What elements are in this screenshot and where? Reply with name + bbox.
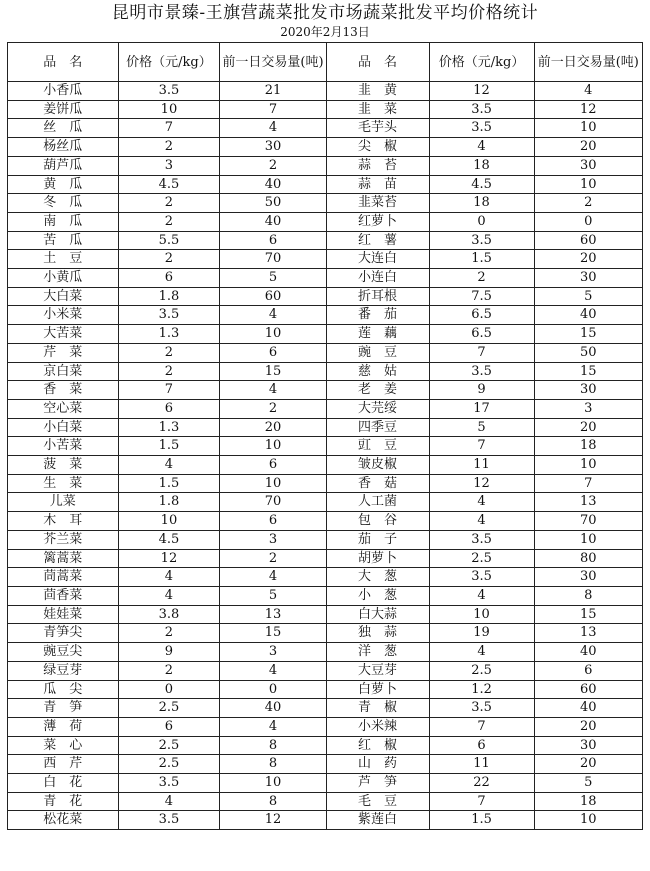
left-vegetable-name-cell: 青 笋 (8, 699, 119, 718)
left-price-cell: 0 (118, 680, 220, 699)
right-price-cell: 3.5 (429, 568, 534, 587)
left-vegetable-name-cell: 空心菜 (8, 399, 119, 418)
left-price-cell: 2 (118, 194, 220, 213)
right-price-cell: 3.5 (429, 100, 534, 119)
left-volume-cell: 13 (220, 605, 326, 624)
left-price-cell: 3.5 (118, 82, 220, 101)
left-price-cell: 1.3 (118, 325, 220, 344)
right-vegetable-name-cell: 芦 笋 (326, 774, 429, 793)
left-vegetable-name-cell: 瓜 尖 (8, 680, 119, 699)
right-volume-cell: 3 (534, 399, 642, 418)
left-vegetable-name-cell: 芥兰菜 (8, 530, 119, 549)
right-price-cell: 9 (429, 381, 534, 400)
left-volume-cell: 2 (220, 549, 326, 568)
left-vegetable-name-cell: 香 菜 (8, 381, 119, 400)
right-volume-cell: 15 (534, 605, 642, 624)
right-price-cell: 5 (429, 418, 534, 437)
table-row (8, 792, 643, 811)
left-price-cell: 3 (118, 156, 220, 175)
table-row (8, 399, 643, 418)
right-volume-cell: 60 (534, 680, 642, 699)
left-price-cell: 1.5 (118, 474, 220, 493)
left-price-cell: 2 (118, 343, 220, 362)
table-row (8, 811, 643, 830)
left-vegetable-name-cell: 丝 瓜 (8, 119, 119, 138)
left-vegetable-name-cell: 京白菜 (8, 362, 119, 381)
left-vegetable-name-cell: 绿豆芽 (8, 661, 119, 680)
right-vegetable-name-cell: 白大蒜 (326, 605, 429, 624)
left-vegetable-name-cell: 黄 瓜 (8, 175, 119, 194)
right-vegetable-name-cell: 紫莲白 (326, 811, 429, 830)
right-price-cell: 3.5 (429, 530, 534, 549)
right-volume-cell: 15 (534, 362, 642, 381)
left-volume-cell: 4 (220, 381, 326, 400)
left-price-cell: 5.5 (118, 231, 220, 250)
right-vegetable-name-cell: 白萝卜 (326, 680, 429, 699)
table-row (8, 343, 643, 362)
left-vegetable-name-cell: 菜 心 (8, 736, 119, 755)
right-volume-cell: 20 (534, 755, 642, 774)
left-vegetable-name-cell: 大苦菜 (8, 325, 119, 344)
left-volume-cell: 40 (220, 699, 326, 718)
left-volume-cell: 10 (220, 325, 326, 344)
left-vegetable-name-cell: 小香瓜 (8, 82, 119, 101)
right-price-cell: 12 (429, 82, 534, 101)
left-vegetable-name-cell: 冬 瓜 (8, 194, 119, 213)
right-vegetable-name-cell: 胡萝卜 (326, 549, 429, 568)
right-price-cell: 18 (429, 194, 534, 213)
table-row (8, 119, 643, 138)
left-price-cell: 1.3 (118, 418, 220, 437)
left-volume-cell: 3 (220, 530, 326, 549)
left-volume-cell: 8 (220, 792, 326, 811)
right-vegetable-name-cell: 大 葱 (326, 568, 429, 587)
right-volume-cell: 18 (534, 437, 642, 456)
table-row (8, 269, 643, 288)
right-vegetable-name-cell: 红 薯 (326, 231, 429, 250)
left-price-cell: 2 (118, 362, 220, 381)
right-price-cell: 3.5 (429, 362, 534, 381)
left-volume-cell: 70 (220, 493, 326, 512)
right-price-cell: 7 (429, 343, 534, 362)
right-vegetable-name-cell: 韭 菜 (326, 100, 429, 119)
left-volume-cell: 10 (220, 437, 326, 456)
table-row (8, 474, 643, 493)
right-vegetable-name-cell: 毛 豆 (326, 792, 429, 811)
header-name-left: 品 名 (8, 43, 119, 82)
table-row (8, 717, 643, 736)
right-vegetable-name-cell: 四季豆 (326, 418, 429, 437)
right-price-cell: 4 (429, 643, 534, 662)
left-vegetable-name-cell: 娃娃菜 (8, 605, 119, 624)
left-price-cell: 2 (118, 250, 220, 269)
right-vegetable-name-cell: 慈 姑 (326, 362, 429, 381)
header-volume-right: 前一日交易量(吨) (534, 43, 642, 82)
right-price-cell: 4 (429, 493, 534, 512)
right-vegetable-name-cell: 独 蒜 (326, 624, 429, 643)
right-vegetable-name-cell: 大芫绥 (326, 399, 429, 418)
left-volume-cell: 15 (220, 624, 326, 643)
left-volume-cell: 20 (220, 418, 326, 437)
right-vegetable-name-cell: 折耳根 (326, 287, 429, 306)
header-price-left: 价格（元/kg） (118, 43, 220, 82)
left-vegetable-name-cell: 小黄瓜 (8, 269, 119, 288)
right-vegetable-name-cell: 洋 葱 (326, 643, 429, 662)
left-price-cell: 10 (118, 100, 220, 119)
left-vegetable-name-cell: 菠 菜 (8, 456, 119, 475)
right-vegetable-name-cell: 香 菇 (326, 474, 429, 493)
right-volume-cell: 30 (534, 269, 642, 288)
right-volume-cell: 5 (534, 287, 642, 306)
right-volume-cell: 10 (534, 811, 642, 830)
right-vegetable-name-cell: 莲 藕 (326, 325, 429, 344)
right-price-cell: 6 (429, 736, 534, 755)
right-vegetable-name-cell: 老 姜 (326, 381, 429, 400)
left-volume-cell: 6 (220, 512, 326, 531)
left-vegetable-name-cell: 大白菜 (8, 287, 119, 306)
left-price-cell: 6 (118, 717, 220, 736)
right-price-cell: 12 (429, 474, 534, 493)
right-price-cell: 19 (429, 624, 534, 643)
table-row (8, 437, 643, 456)
right-volume-cell: 12 (534, 100, 642, 119)
table-header-row (8, 43, 643, 82)
left-price-cell: 4 (118, 456, 220, 475)
left-vegetable-name-cell: 小苦菜 (8, 437, 119, 456)
left-price-cell: 3.8 (118, 605, 220, 624)
right-price-cell: 7.5 (429, 287, 534, 306)
right-vegetable-name-cell: 小连白 (326, 269, 429, 288)
left-vegetable-name-cell: 芹 菜 (8, 343, 119, 362)
right-volume-cell: 40 (534, 643, 642, 662)
left-volume-cell: 6 (220, 231, 326, 250)
table-row (8, 456, 643, 475)
left-volume-cell: 50 (220, 194, 326, 213)
table-row (8, 362, 643, 381)
right-volume-cell: 10 (534, 175, 642, 194)
right-price-cell: 7 (429, 717, 534, 736)
right-price-cell: 2.5 (429, 549, 534, 568)
left-volume-cell: 2 (220, 399, 326, 418)
right-volume-cell: 30 (534, 156, 642, 175)
right-volume-cell: 10 (534, 456, 642, 475)
left-volume-cell: 5 (220, 269, 326, 288)
right-price-cell: 7 (429, 792, 534, 811)
right-vegetable-name-cell: 红萝卜 (326, 212, 429, 231)
left-vegetable-name-cell: 杨丝瓜 (8, 138, 119, 157)
right-price-cell: 2 (429, 269, 534, 288)
right-volume-cell: 18 (534, 792, 642, 811)
right-vegetable-name-cell: 小米辣 (326, 717, 429, 736)
right-vegetable-name-cell: 番 茄 (326, 306, 429, 325)
table-row (8, 661, 643, 680)
left-volume-cell: 2 (220, 156, 326, 175)
right-price-cell: 18 (429, 156, 534, 175)
table-row (8, 156, 643, 175)
left-volume-cell: 15 (220, 362, 326, 381)
right-volume-cell: 5 (534, 774, 642, 793)
right-price-cell: 4 (429, 512, 534, 531)
header-volume-left: 前一日交易量(吨) (220, 43, 326, 82)
right-vegetable-name-cell: 红 椒 (326, 736, 429, 755)
table-row (8, 549, 643, 568)
left-vegetable-name-cell: 木 耳 (8, 512, 119, 531)
left-volume-cell: 70 (220, 250, 326, 269)
left-price-cell: 9 (118, 643, 220, 662)
right-volume-cell: 30 (534, 568, 642, 587)
right-volume-cell: 6 (534, 661, 642, 680)
right-price-cell: 3.5 (429, 119, 534, 138)
left-price-cell: 7 (118, 381, 220, 400)
left-price-cell: 6 (118, 269, 220, 288)
left-price-cell: 10 (118, 512, 220, 531)
report-date: 2020年2月13日 (280, 25, 370, 39)
right-volume-cell: 80 (534, 549, 642, 568)
left-vegetable-name-cell: 青笋尖 (8, 624, 119, 643)
right-vegetable-name-cell: 蒜 苔 (326, 156, 429, 175)
left-vegetable-name-cell: 薄 荷 (8, 717, 119, 736)
right-vegetable-name-cell: 包 谷 (326, 512, 429, 531)
table-row (8, 194, 643, 213)
table-row (8, 586, 643, 605)
header-price-right: 价格（元/kg） (429, 43, 534, 82)
right-volume-cell: 13 (534, 493, 642, 512)
left-vegetable-name-cell: 苦 瓜 (8, 231, 119, 250)
right-vegetable-name-cell: 茄 子 (326, 530, 429, 549)
right-volume-cell: 20 (534, 717, 642, 736)
table-row (8, 699, 643, 718)
left-volume-cell: 4 (220, 119, 326, 138)
right-volume-cell: 13 (534, 624, 642, 643)
left-vegetable-name-cell: 茴香菜 (8, 586, 119, 605)
left-price-cell: 4 (118, 568, 220, 587)
left-volume-cell: 5 (220, 586, 326, 605)
left-vegetable-name-cell: 土 豆 (8, 250, 119, 269)
left-volume-cell: 4 (220, 717, 326, 736)
left-volume-cell: 10 (220, 474, 326, 493)
right-vegetable-name-cell: 韭菜苔 (326, 194, 429, 213)
right-volume-cell: 7 (534, 474, 642, 493)
right-volume-cell: 20 (534, 250, 642, 269)
right-volume-cell: 0 (534, 212, 642, 231)
left-volume-cell: 6 (220, 343, 326, 362)
left-price-cell: 3.5 (118, 774, 220, 793)
right-volume-cell: 50 (534, 343, 642, 362)
right-vegetable-name-cell: 皱皮椒 (326, 456, 429, 475)
table-row (8, 212, 643, 231)
right-vegetable-name-cell: 人工菌 (326, 493, 429, 512)
table-row (8, 530, 643, 549)
table-row (8, 287, 643, 306)
right-price-cell: 17 (429, 399, 534, 418)
right-price-cell: 10 (429, 605, 534, 624)
right-price-cell: 11 (429, 456, 534, 475)
table-row (8, 418, 643, 437)
right-volume-cell: 30 (534, 736, 642, 755)
table-row (8, 736, 643, 755)
left-volume-cell: 4 (220, 306, 326, 325)
left-volume-cell: 6 (220, 456, 326, 475)
left-vegetable-name-cell: 儿菜 (8, 493, 119, 512)
right-volume-cell: 30 (534, 381, 642, 400)
right-price-cell: 22 (429, 774, 534, 793)
left-price-cell: 3.5 (118, 811, 220, 830)
right-volume-cell: 4 (534, 82, 642, 101)
table-row (8, 512, 643, 531)
left-vegetable-name-cell: 小米菜 (8, 306, 119, 325)
right-price-cell: 11 (429, 755, 534, 774)
left-vegetable-name-cell: 葫芦瓜 (8, 156, 119, 175)
right-price-cell: 3.5 (429, 699, 534, 718)
left-price-cell: 7 (118, 119, 220, 138)
table-row (8, 680, 643, 699)
left-vegetable-name-cell: 南 瓜 (8, 212, 119, 231)
right-volume-cell: 10 (534, 119, 642, 138)
left-volume-cell: 4 (220, 661, 326, 680)
right-price-cell: 4 (429, 586, 534, 605)
table-row (8, 250, 643, 269)
left-price-cell: 1.5 (118, 437, 220, 456)
right-price-cell: 6.5 (429, 306, 534, 325)
table-row (8, 82, 643, 101)
left-price-cell: 4.5 (118, 175, 220, 194)
left-vegetable-name-cell: 小白菜 (8, 418, 119, 437)
left-volume-cell: 3 (220, 643, 326, 662)
left-price-cell: 3.5 (118, 306, 220, 325)
left-volume-cell: 0 (220, 680, 326, 699)
right-price-cell: 7 (429, 437, 534, 456)
left-vegetable-name-cell: 篱蒿菜 (8, 549, 119, 568)
left-vegetable-name-cell: 青 花 (8, 792, 119, 811)
left-volume-cell: 40 (220, 175, 326, 194)
right-price-cell: 6.5 (429, 325, 534, 344)
table-row (8, 624, 643, 643)
left-vegetable-name-cell: 豌豆尖 (8, 643, 119, 662)
right-volume-cell: 8 (534, 586, 642, 605)
right-volume-cell: 40 (534, 699, 642, 718)
left-price-cell: 4 (118, 586, 220, 605)
left-volume-cell: 40 (220, 212, 326, 231)
right-vegetable-name-cell: 蒜 苗 (326, 175, 429, 194)
right-volume-cell: 2 (534, 194, 642, 213)
right-volume-cell: 20 (534, 418, 642, 437)
right-price-cell: 1.5 (429, 250, 534, 269)
left-volume-cell: 12 (220, 811, 326, 830)
right-vegetable-name-cell: 大连白 (326, 250, 429, 269)
right-vegetable-name-cell: 毛芋头 (326, 119, 429, 138)
right-volume-cell: 20 (534, 138, 642, 157)
left-price-cell: 2.5 (118, 699, 220, 718)
right-price-cell: 0 (429, 212, 534, 231)
table-row (8, 325, 643, 344)
left-vegetable-name-cell: 白 花 (8, 774, 119, 793)
table-row (8, 774, 643, 793)
header-name-right: 品 名 (326, 43, 429, 82)
table-row (8, 605, 643, 624)
table-row (8, 100, 643, 119)
left-price-cell: 2.5 (118, 736, 220, 755)
right-price-cell: 4.5 (429, 175, 534, 194)
table-row (8, 381, 643, 400)
right-price-cell: 4 (429, 138, 534, 157)
right-vegetable-name-cell: 小 葱 (326, 586, 429, 605)
left-vegetable-name-cell: 生 菜 (8, 474, 119, 493)
left-volume-cell: 60 (220, 287, 326, 306)
right-price-cell: 2.5 (429, 661, 534, 680)
price-table (7, 42, 643, 830)
left-volume-cell: 7 (220, 100, 326, 119)
left-price-cell: 2.5 (118, 755, 220, 774)
right-volume-cell: 10 (534, 530, 642, 549)
table-row (8, 643, 643, 662)
table-row (8, 493, 643, 512)
page-title: 昆明市景臻-王旗营蔬菜批发市场蔬菜批发平均价格统计 (111, 3, 539, 23)
left-price-cell: 2 (118, 624, 220, 643)
right-volume-cell: 60 (534, 231, 642, 250)
left-volume-cell: 10 (220, 774, 326, 793)
table-row (8, 231, 643, 250)
left-price-cell: 4.5 (118, 530, 220, 549)
left-vegetable-name-cell: 姜饼瓜 (8, 100, 119, 119)
left-vegetable-name-cell: 茼蒿菜 (8, 568, 119, 587)
left-volume-cell: 8 (220, 755, 326, 774)
right-vegetable-name-cell: 豌 豆 (326, 343, 429, 362)
right-price-cell: 1.2 (429, 680, 534, 699)
left-price-cell: 2 (118, 138, 220, 157)
table-row (8, 755, 643, 774)
left-volume-cell: 21 (220, 82, 326, 101)
right-vegetable-name-cell: 大豆芽 (326, 661, 429, 680)
left-price-cell: 12 (118, 549, 220, 568)
left-vegetable-name-cell: 松花菜 (8, 811, 119, 830)
right-price-cell: 1.5 (429, 811, 534, 830)
left-price-cell: 4 (118, 792, 220, 811)
left-price-cell: 1.8 (118, 493, 220, 512)
right-vegetable-name-cell: 青 椒 (326, 699, 429, 718)
table-row (8, 175, 643, 194)
left-volume-cell: 4 (220, 568, 326, 587)
right-vegetable-name-cell: 尖 椒 (326, 138, 429, 157)
table-row (8, 138, 643, 157)
right-volume-cell: 40 (534, 306, 642, 325)
left-price-cell: 1.8 (118, 287, 220, 306)
left-volume-cell: 30 (220, 138, 326, 157)
left-price-cell: 2 (118, 212, 220, 231)
right-vegetable-name-cell: 山 药 (326, 755, 429, 774)
right-vegetable-name-cell: 豇 豆 (326, 437, 429, 456)
left-price-cell: 6 (118, 399, 220, 418)
left-volume-cell: 8 (220, 736, 326, 755)
left-vegetable-name-cell: 西 芹 (8, 755, 119, 774)
right-price-cell: 3.5 (429, 231, 534, 250)
right-volume-cell: 15 (534, 325, 642, 344)
table-row (8, 568, 643, 587)
left-price-cell: 2 (118, 661, 220, 680)
table-row (8, 306, 643, 325)
right-volume-cell: 70 (534, 512, 642, 531)
right-vegetable-name-cell: 韭 黄 (326, 82, 429, 101)
